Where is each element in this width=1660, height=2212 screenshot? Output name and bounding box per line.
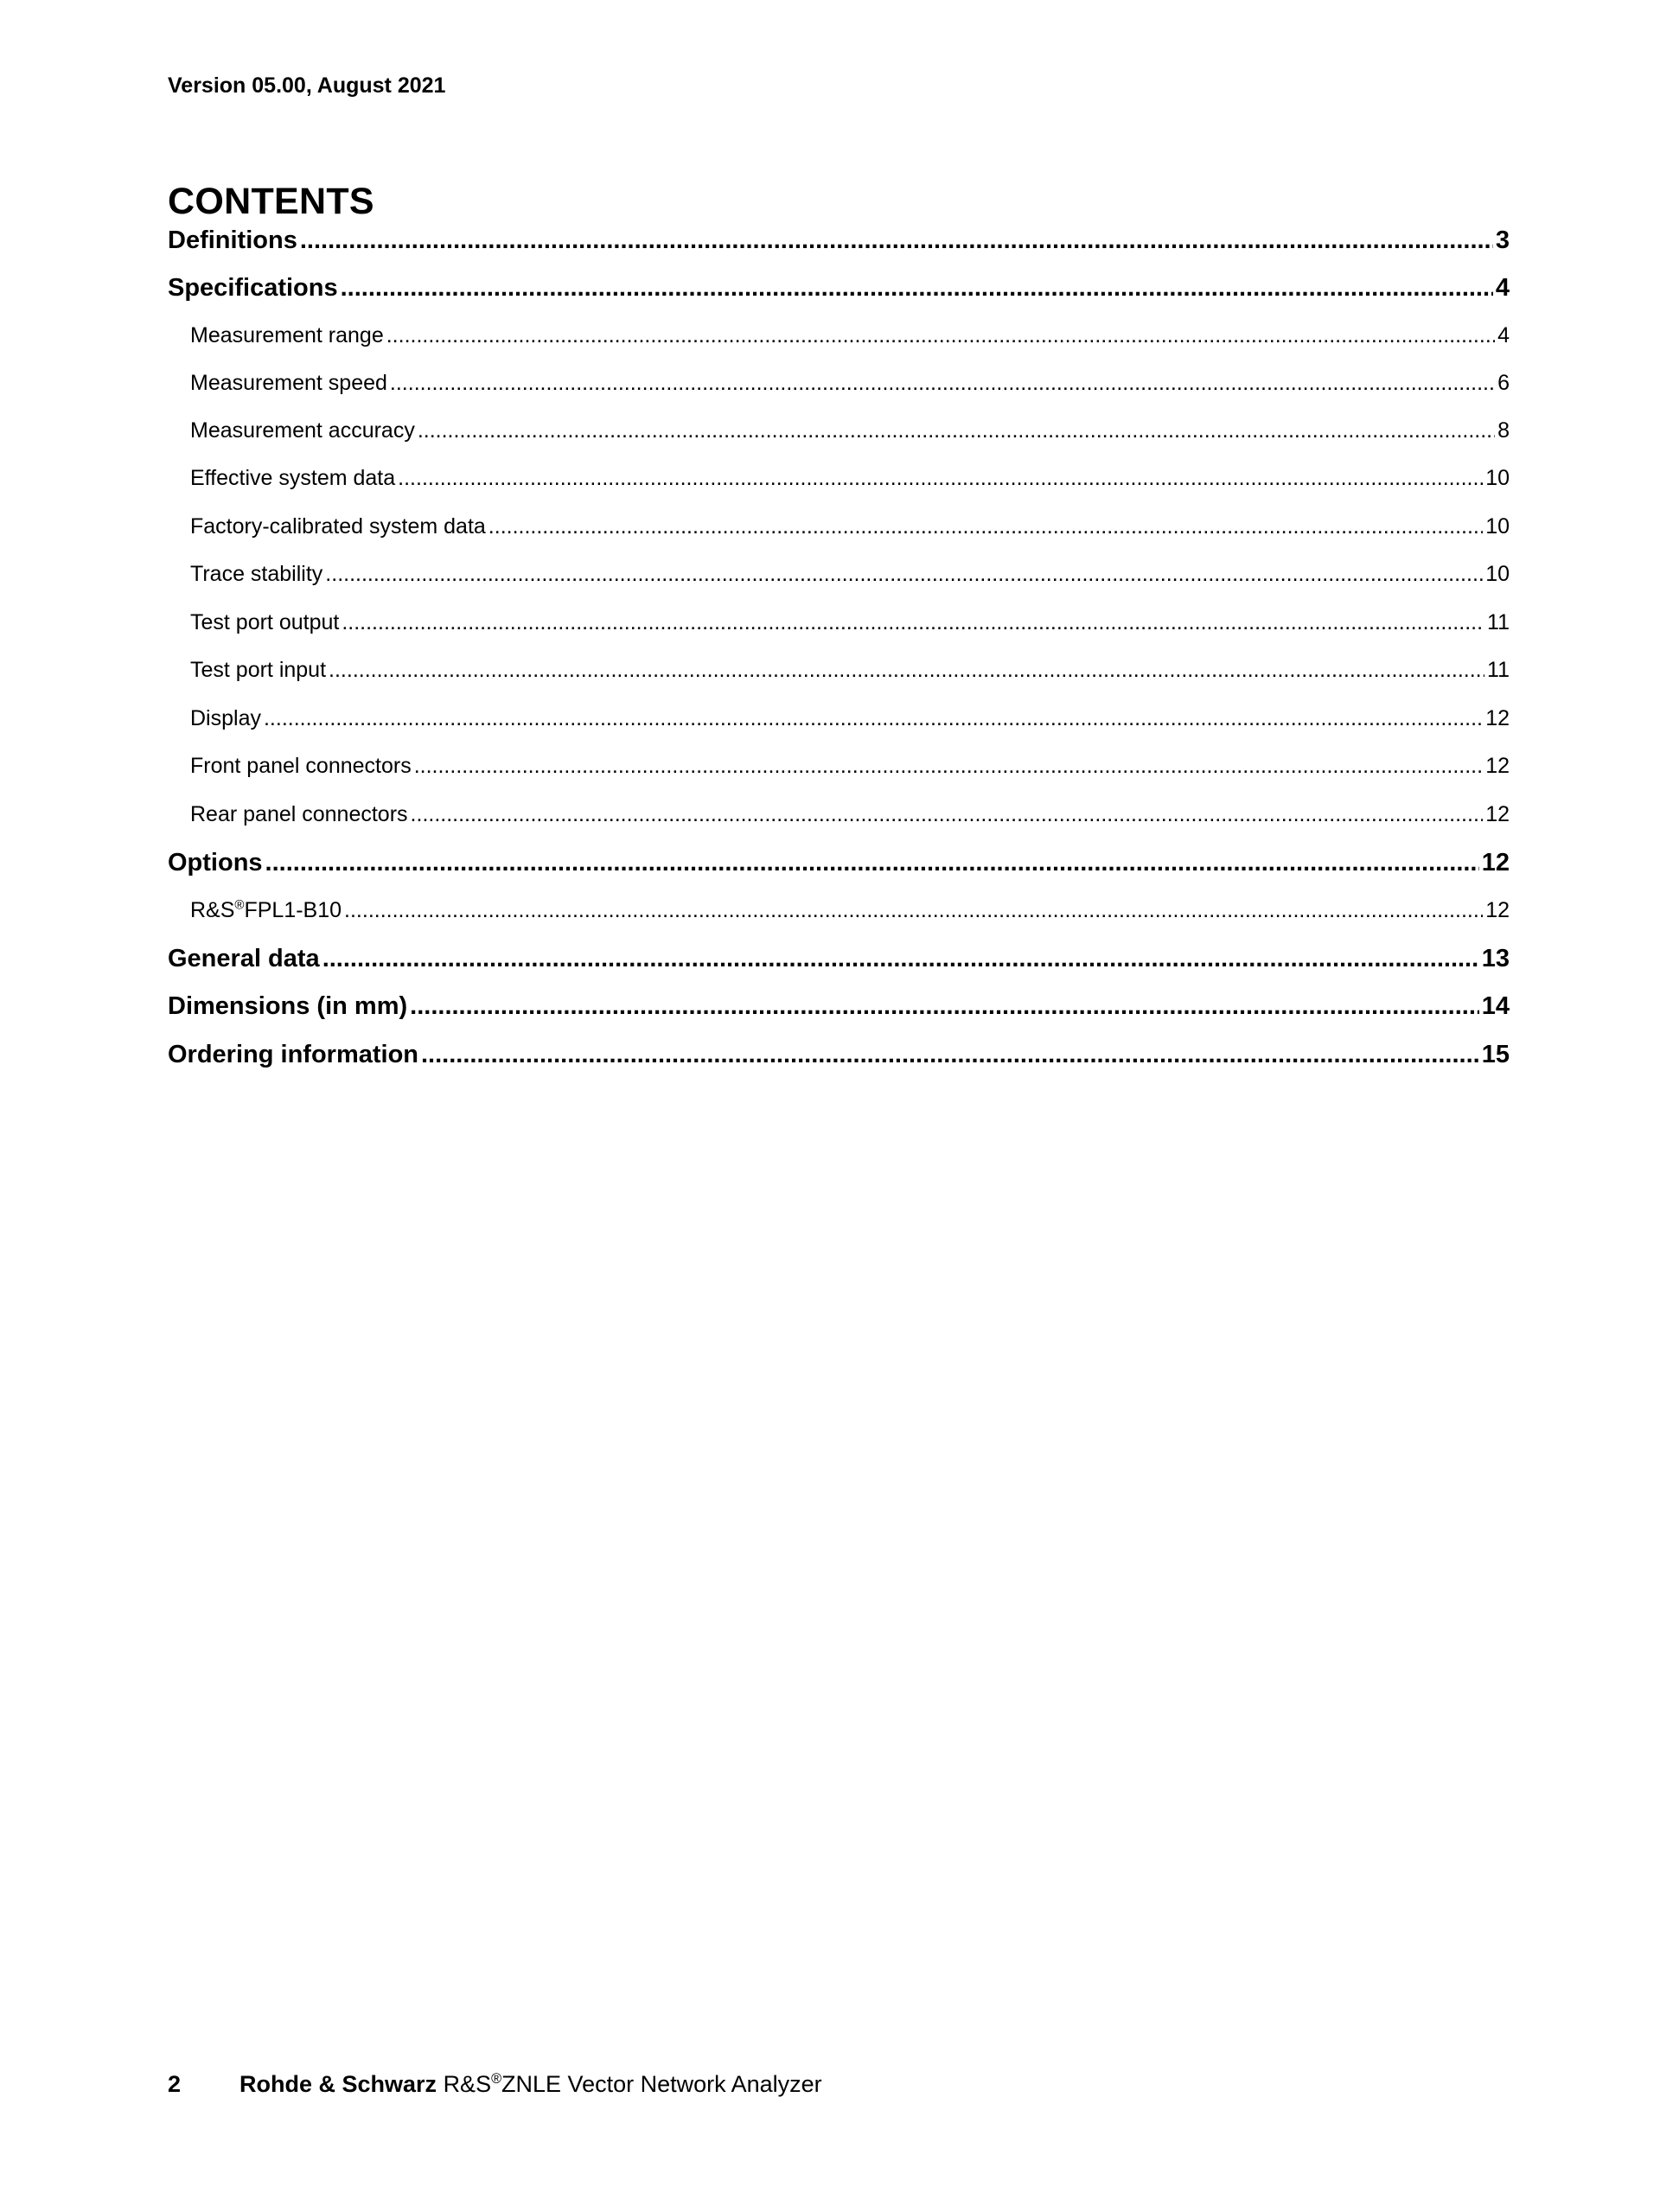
toc-entry-page: 14 bbox=[1481, 992, 1510, 1020]
toc-dot-leader bbox=[421, 1041, 1479, 1069]
toc-entry-specifications[interactable] bbox=[168, 274, 1510, 309]
toc-dot-leader bbox=[418, 418, 1495, 443]
toc-entry-test-port-input[interactable] bbox=[190, 658, 1510, 692]
toc-entry-title bbox=[190, 898, 342, 923]
toc-entry-page: 12 bbox=[1485, 706, 1510, 730]
toc-entry-page: 4 bbox=[1497, 323, 1510, 347]
toc-entry-factory-calibrated-system-data[interactable] bbox=[190, 514, 1510, 549]
toc-dot-leader bbox=[264, 706, 1483, 731]
toc-entry-definitions[interactable] bbox=[168, 226, 1510, 261]
toc-entry-title-prefix: R&S bbox=[190, 898, 235, 922]
toc-entry-measurement-speed[interactable] bbox=[190, 371, 1510, 405]
toc-entry-page: 10 bbox=[1485, 514, 1510, 539]
toc-dot-leader bbox=[344, 898, 1483, 923]
toc-entry-page: 12 bbox=[1485, 802, 1510, 826]
toc-entry-front-panel-connectors[interactable] bbox=[190, 754, 1510, 788]
toc-entry-page: 11 bbox=[1487, 610, 1510, 634]
toc-entry-page: 8 bbox=[1497, 418, 1510, 443]
registered-mark: ® bbox=[234, 898, 245, 913]
footer-product bbox=[444, 2071, 822, 2097]
registered-mark: ® bbox=[491, 2071, 502, 2087]
toc-entry-title: Test port output bbox=[190, 610, 340, 634]
toc-entry-title: Display bbox=[190, 706, 261, 730]
toc-entry-page: 3 bbox=[1495, 226, 1510, 254]
toc-entry-title-suffix: FPL1-B10 bbox=[244, 898, 342, 922]
toc-entry-page: 13 bbox=[1481, 945, 1510, 972]
toc-dot-leader bbox=[300, 226, 1493, 255]
toc-dot-leader bbox=[342, 610, 1484, 635]
toc-entry-options[interactable] bbox=[168, 849, 1510, 883]
toc-entry-title: Test port input bbox=[190, 658, 327, 682]
toc-entry-page: 11 bbox=[1487, 658, 1510, 682]
toc-dot-leader bbox=[386, 323, 1495, 348]
toc-dot-leader bbox=[410, 992, 1479, 1021]
toc-entry-page: 6 bbox=[1497, 371, 1510, 395]
toc-entry-test-port-output[interactable] bbox=[190, 610, 1510, 645]
toc-entry-page: 10 bbox=[1485, 466, 1510, 490]
toc-entry-ordering-information[interactable] bbox=[168, 1041, 1510, 1075]
toc-entry-page: 12 bbox=[1481, 849, 1510, 877]
toc-entry-title: Measurement range bbox=[190, 323, 384, 347]
footer-product-suffix: ZNLE Vector Network Analyzer bbox=[501, 2071, 822, 2097]
toc-entry-page: 4 bbox=[1495, 274, 1510, 302]
toc-entry-dimensions[interactable] bbox=[168, 992, 1510, 1027]
toc-dot-leader bbox=[488, 514, 1483, 539]
toc-entry-rear-panel-connectors[interactable] bbox=[190, 802, 1510, 837]
toc-entry-page: 15 bbox=[1481, 1041, 1510, 1068]
toc-dot-leader bbox=[322, 945, 1479, 973]
toc-entry-title: Measurement speed bbox=[190, 371, 387, 395]
toc-entry-page: 12 bbox=[1485, 754, 1510, 778]
toc-dot-leader bbox=[411, 802, 1484, 827]
toc-entry-title: Specifications bbox=[168, 274, 338, 302]
footer-product-prefix: R&S bbox=[443, 2071, 492, 2097]
toc-entry-display[interactable] bbox=[190, 706, 1510, 741]
toc-entry-general-data[interactable] bbox=[168, 945, 1510, 979]
toc-dot-leader bbox=[390, 371, 1495, 396]
footer-page-number: 2 bbox=[168, 2071, 182, 2097]
toc-entry-measurement-range[interactable] bbox=[190, 323, 1510, 358]
toc-entry-title: Ordering information bbox=[168, 1041, 418, 1068]
toc-entry-title: Measurement accuracy bbox=[190, 418, 415, 443]
toc-dot-leader bbox=[265, 849, 1479, 877]
toc-dot-leader bbox=[398, 466, 1483, 491]
toc-dot-leader bbox=[325, 562, 1483, 587]
toc-entry-title: Trace stability bbox=[190, 562, 323, 586]
version-line: Version 05.00, August 2021 bbox=[168, 73, 446, 98]
toc-entry-trace-stability[interactable] bbox=[190, 562, 1510, 596]
toc-entry-title: Front panel connectors bbox=[190, 754, 412, 778]
toc-entry-title: General data bbox=[168, 945, 320, 972]
toc-entry-title: Rear panel connectors bbox=[190, 802, 408, 826]
toc-entry-title: Effective system data bbox=[190, 466, 396, 490]
toc-entry-page: 12 bbox=[1485, 898, 1510, 922]
toc-entry-measurement-accuracy[interactable] bbox=[190, 418, 1510, 453]
toc-entry-fpl1-b10[interactable] bbox=[190, 898, 1510, 933]
toc-entry-title: Definitions bbox=[168, 226, 297, 254]
toc-entry-title: Dimensions (in mm) bbox=[168, 992, 408, 1020]
toc-entry-page: 10 bbox=[1485, 562, 1510, 586]
toc-dot-leader bbox=[329, 658, 1484, 683]
toc-entry-effective-system-data[interactable] bbox=[190, 466, 1510, 500]
toc-entry-title: Factory-calibrated system data bbox=[190, 514, 486, 539]
page-footer bbox=[168, 2069, 822, 2099]
toc-dot-leader bbox=[414, 754, 1483, 779]
contents-heading: CONTENTS bbox=[168, 181, 374, 222]
toc-entry-title: Options bbox=[168, 849, 263, 877]
toc-dot-leader bbox=[341, 274, 1493, 303]
footer-brand: Rohde & Schwarz bbox=[239, 2071, 437, 2097]
